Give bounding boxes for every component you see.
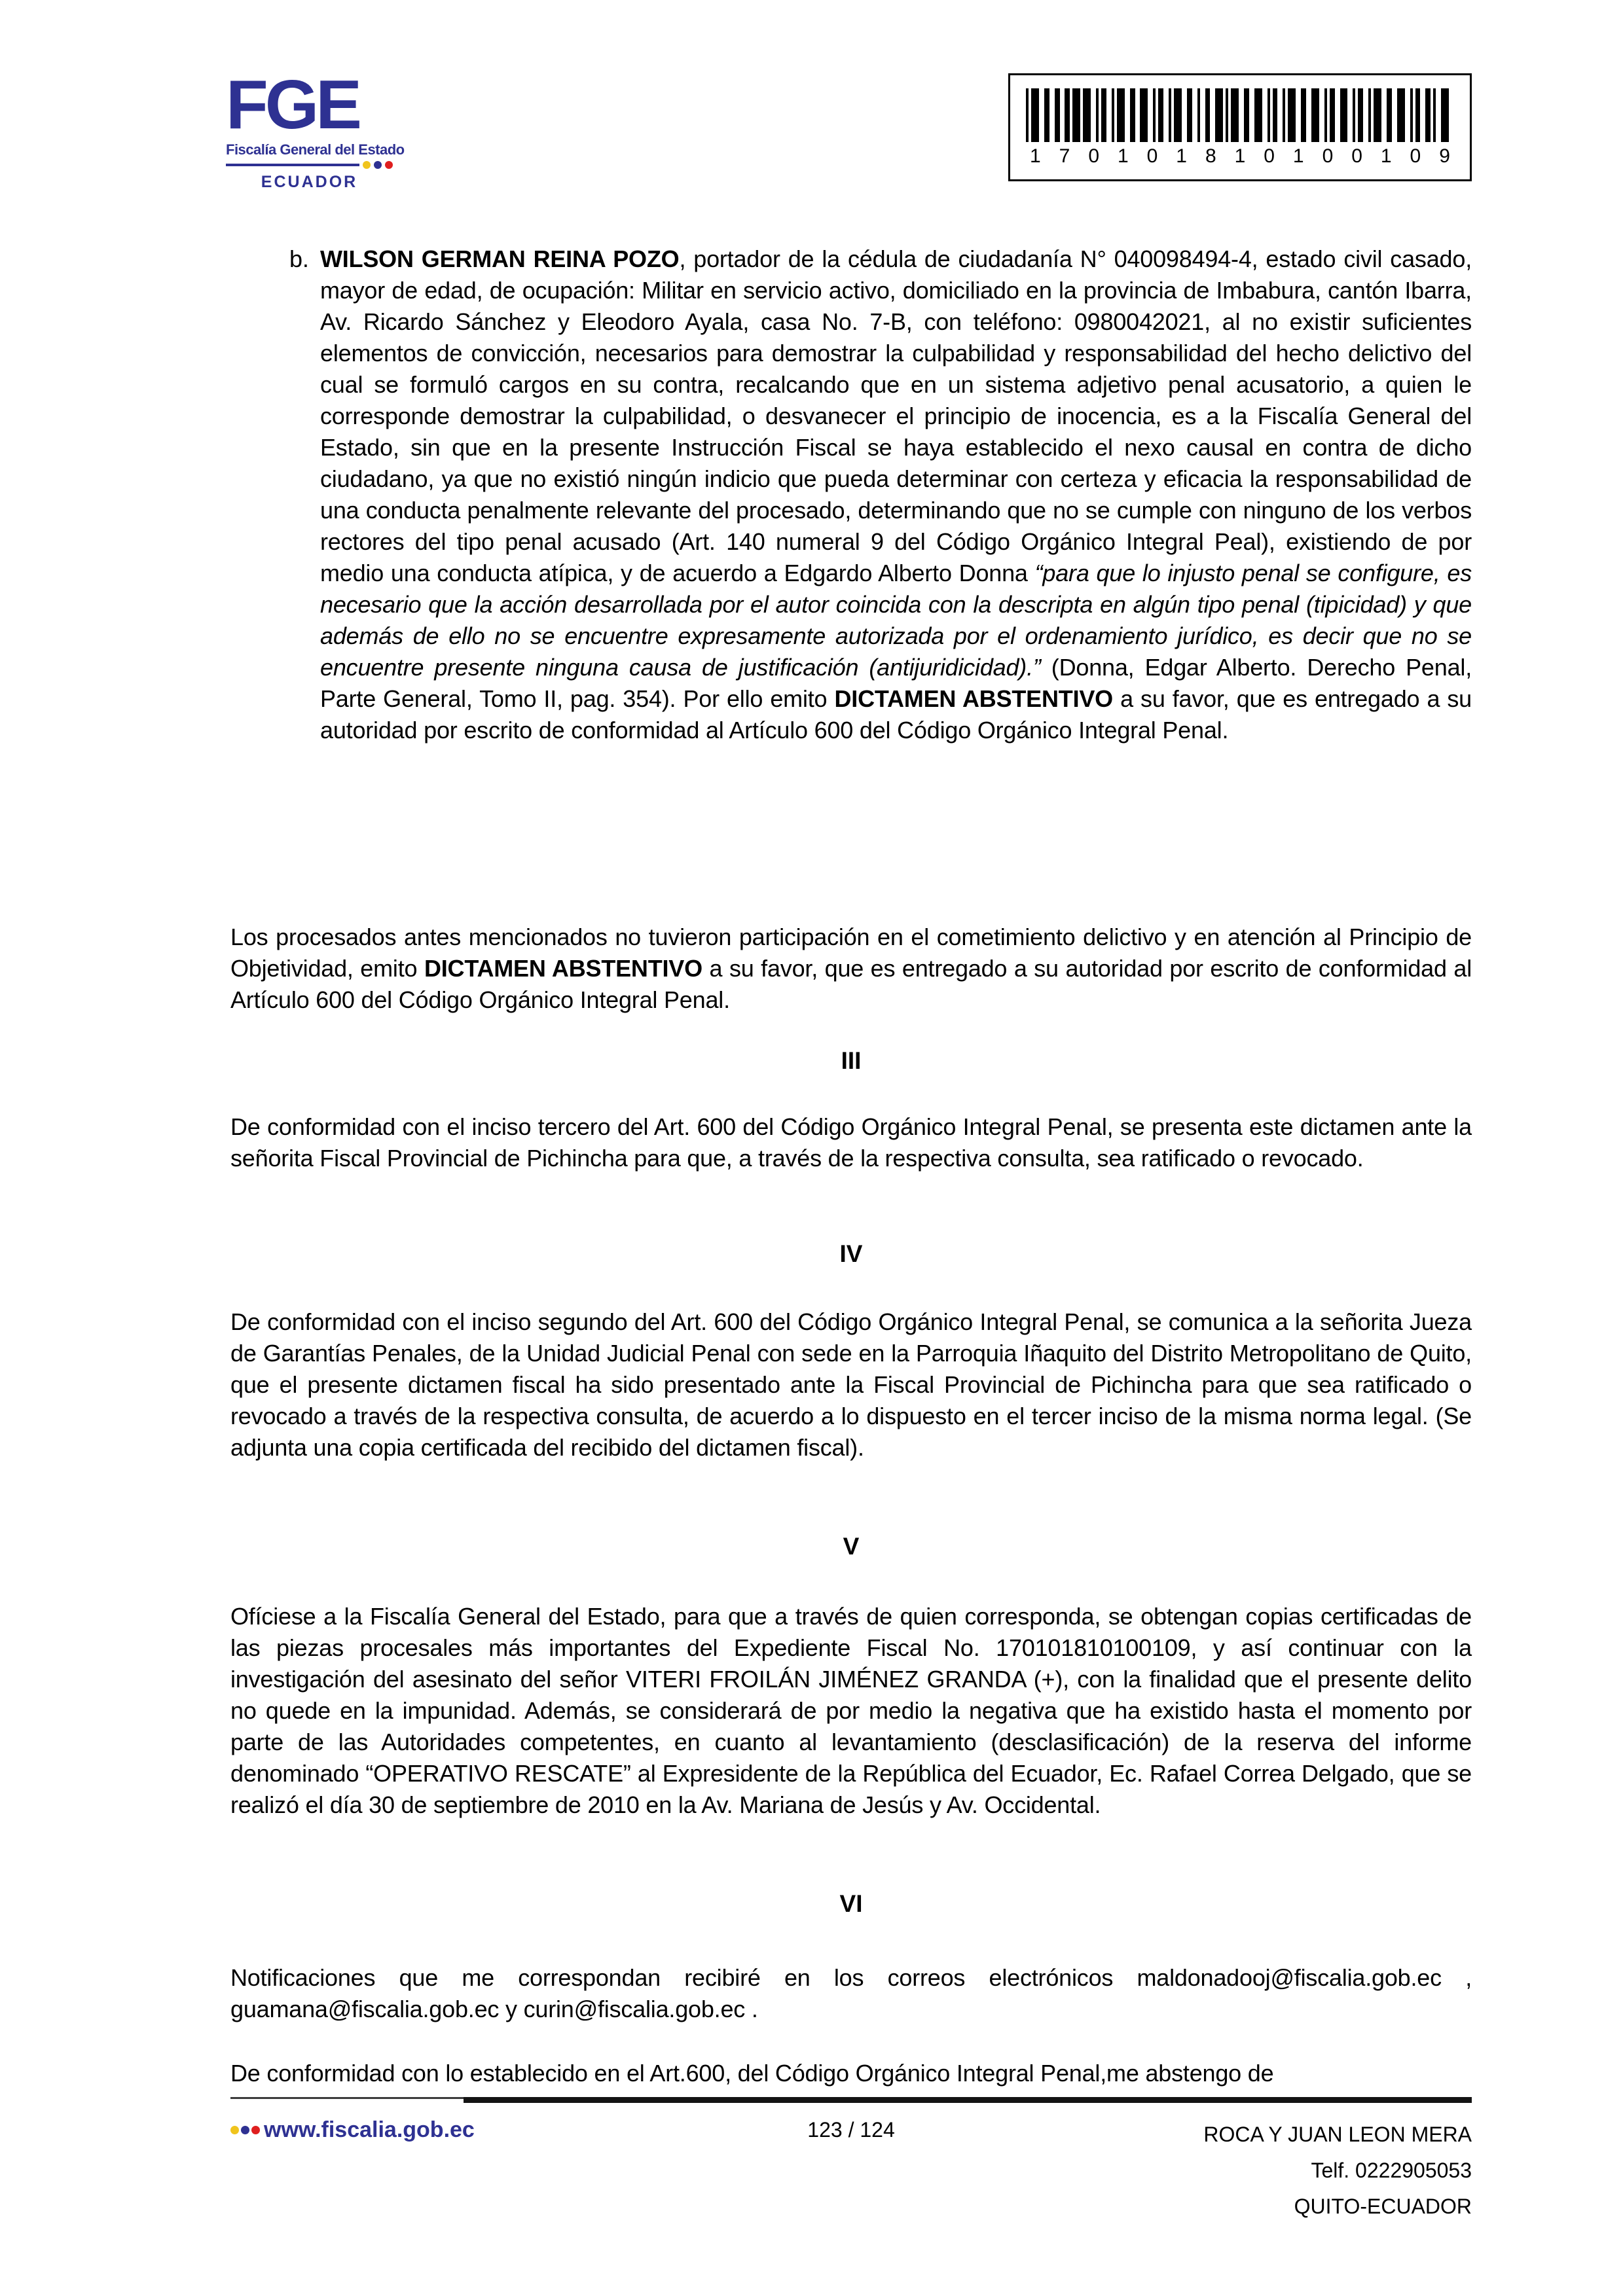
section-heading-III: III [841,1047,862,1074]
barcode-gap [1319,88,1324,142]
footer-address-line: ROCA Y JUAN LEON MERA [1203,2123,1472,2146]
barcode-gap [1135,88,1140,142]
barcode-bar [1101,88,1106,142]
barcode-gap [1039,88,1044,142]
barcode-bar [1425,88,1431,142]
paragraph [230,1962,1472,2025]
barcode-bar [1140,88,1148,142]
barcode-digit: 7 [1059,145,1070,167]
barcode-bar [1231,88,1239,142]
section-heading-V: V [843,1533,860,1560]
barcode-gap [1182,88,1187,142]
barcode-bar [1358,88,1363,142]
barcode-digit: 0 [1088,145,1099,167]
section-heading-VI: VI [839,1890,863,1917]
barcode-digit: 0 [1146,145,1158,167]
barcode-gap [1091,88,1096,142]
barcode-bar [1311,88,1319,142]
footer-divider-thin [230,2097,464,2099]
barcode-bar [1330,88,1335,142]
barcode-bar [1187,88,1192,142]
barcode-bar [1387,88,1392,142]
barcode-gap [1249,88,1254,142]
barcode-digit: 9 [1439,145,1450,167]
yellow-dot-icon [363,161,371,169]
red-dot-icon [385,161,393,169]
barcode-bar [1072,88,1080,142]
barcode-bar [1174,88,1182,142]
barcode-digit: 0 [1410,145,1421,167]
list-marker: b. [289,245,309,272]
barcode-bar [1301,88,1306,142]
fge-logo-country: ECUADOR [261,172,358,191]
barcode-digits [1026,146,1454,167]
text-run: De conformidad con lo establecido en el Art.600, del Código Orgánico Integral Penal,me abstengo de [230,2060,1274,2087]
barcode-digit: 1 [1380,145,1392,167]
page-header [226,66,1472,192]
barcode-gap [1239,88,1244,142]
barcode [1008,73,1472,181]
paragraph [230,2058,1472,2089]
barcode-bar [1397,88,1405,142]
text-run: a su favor, que es entregado a su autoridad por escrito de conformidad al Artículo 600 del Código Orgánico Integral Penal. [320,685,1472,744]
barcode-gap [1449,88,1454,142]
barcode-digit: 1 [1292,145,1304,167]
barcode-digit: 0 [1264,145,1275,167]
footer-divider [230,2097,1472,2103]
barcode-bar [1340,88,1348,142]
barcode-gap [1381,88,1387,142]
barcode-bar [1130,88,1135,142]
fge-logo-acronym: FGE [226,66,359,143]
barcode-gap [1335,88,1340,142]
paragraph [230,1306,1472,1463]
footer-divider-thick [464,2097,1472,2103]
barcode-gap [1060,88,1065,142]
text-run: Los procesados antes mencionados no tuvieron participación en el cometimiento delictivo y en atención al Principio de Objetividad, emito [230,924,1472,982]
fge-logo-rule [226,161,393,169]
barcode-gap [1296,88,1301,142]
barcode-gap [1192,88,1197,142]
barcode-gap [1049,88,1055,142]
text-run: De conformidad con el inciso segundo del Art. 600 del Código Orgánico Integral Penal, se comunica a la señorita Jueza de Garantías Penales, de la Unidad Judicial Penal con sede en la Parroquia Iñaquito del Distrito Metropolitano de Quito, que el presente dictamen fiscal ha sido presentado ante la Fiscal Provincial de Pichincha para que sea ratificado o revocado a través de la respectiva consulta, de acuerdo a lo dispuesto en el tercer inciso de la misma norma legal. (Se adjunta una copia certificada del recibido del dictamen fiscal). [230,1308,1472,1461]
text-run: “para que lo injusto penal se configure, es necesario que la acción desarrollada por el autor coincida con la descripta en algún tipo penal (tipicidad) y que además de ello no se encuentre expresamente autorizada por el ordenamiento jurídico, es decir que no se encuentre presente ninguna causa de justificación (antijuridicidad).” [320,560,1472,681]
barcode-digit: 1 [1117,145,1129,167]
barcode-bar [1031,88,1039,142]
paragraph [230,922,1472,1016]
barcode-bar [1205,88,1211,142]
barcode-digit: 8 [1205,145,1216,167]
footer-address-line: QUITO-ECUADOR [1294,2195,1472,2218]
barcode-bar [1254,88,1262,142]
text-run: DICTAMEN ABSTENTIVO [424,955,702,982]
barcode-bar [1044,88,1049,142]
barcode-bar [1158,88,1163,142]
barcode-bar [1215,88,1223,142]
footer-address-line: Telf. 0222905053 [1311,2159,1472,2182]
barcode-gap [1363,88,1368,142]
footer-website [230,2117,807,2143]
barcode-gap [1405,88,1410,142]
barcode-gap [1163,88,1169,142]
barcode-bar [1055,88,1060,142]
barcode-digit: 1 [1176,145,1187,167]
barcode-bar [1441,88,1449,142]
barcode-gap [1436,88,1441,142]
text-run: Notificaciones que me correspondan recibiré en los correos electrónicos maldonadooj@fiscalia.gob.ec , guamana@fiscalia.gob.ec y curin@fiscalia.gob.ec . [230,1964,1472,2022]
section-heading-IV: IV [839,1240,863,1267]
text-run: DICTAMEN ABSTENTIVO [834,685,1113,712]
barcode-gap [1125,88,1130,142]
list-item-b [230,243,1472,746]
paragraph [230,1601,1472,1821]
barcode-bar [1374,88,1381,142]
red-dot-icon [251,2126,260,2134]
text-run: De conformidad con el inciso tercero del Art. 600 del Código Orgánico Integral Penal, se presenta este dictamen ante la señorita Fiscal Provincial de Pichincha para que, a través de la respectiva consulta, sea ratificado o revocado. [230,1113,1472,1172]
paragraph [230,1111,1472,1174]
text-run: (Donna, Edgar Alberto. Derecho Penal, Parte General, Tomo II, pag. 354). Por ello emito [320,654,1472,712]
barcode-gap [1148,88,1153,142]
yellow-dot-icon [230,2126,239,2134]
barcode-digit: 0 [1322,145,1334,167]
logo-underline [226,164,359,166]
footer-website-text: www.fiscalia.gob.ec [264,2117,475,2142]
barcode-bar [1083,88,1091,142]
fge-logo-name: Fiscalía General del Estado [226,141,405,158]
page-footer [230,2117,1472,2225]
barcode-gap [1420,88,1425,142]
barcode-gap [1306,88,1311,142]
barcode-bar [1065,88,1070,142]
blue-dot-icon [374,161,382,169]
blue-dot-icon [241,2126,249,2134]
barcode-gap [1200,88,1205,142]
barcode-bars-icon [1026,88,1454,142]
text-run: a su favor, que es entregado a su autoridad por escrito de conformidad al Artículo 600 del Código Orgánico Integral Penal. [230,955,1472,1013]
barcode-digit: 1 [1030,145,1041,167]
barcode-bar [1244,88,1249,142]
fge-logo [226,66,405,192]
barcode-bar [1117,88,1125,142]
text-run: WILSON GERMAN REINA POZO [320,245,680,272]
barcode-gap [1106,88,1112,142]
barcode-digit: 1 [1234,145,1246,167]
barcode-bar [1273,88,1278,142]
barcode-bar [1415,88,1421,142]
barcode-gap [1262,88,1267,142]
text-run: Ofíciese a la Fiscalía General del Estado, para que a través de quien corresponda, se obtengan copias certificadas de las piezas procesales más importantes del Expediente Fiscal No. 170101810100109, y así continuar con la investigación del asesinato del señor VITERI FROILÁN JIMÉNEZ GRANDA (+), con la finalidad que el presente delito no quede en la impunidad. Además, se considerará de por medio la negativa que ha existido hasta el momento por parte de las Autoridades competentes, en cuanto al levantamiento (desclasificación) de la reserva del informe denominado “OPERATIVO RESCATE” al Expresidente de la República del Ecuador, Ec. Rafael Correa Delgado, que se realizó el día 30 de septiembre de 2010 en la Av. Mariana de Jesús y Av. Occidental. [230,1603,1472,1818]
page-number: 123 / 124 [807,2118,895,2142]
footer-address [895,2117,1472,2225]
barcode-gap [1277,88,1283,142]
barcode-bar [1288,88,1296,142]
barcode-gap [1392,88,1397,142]
text-run: , portador de la cédula de ciudadanía N° 040098494-4, estado civil casado, mayor de edad, de ocupación: Militar en servicio activo, domiciliado en la provincia de Imbabura, cantón Ibarra, Av. Ricardo Sánchez y Eleodoro Ayala, casa No. 7-B, con teléfono: 0980042021, al no existir suficientes elementos de convicción, necesarios para demostrar la culpabilidad y responsabilidad del hecho delictivo del cual se formuló cargos en su contra, recalcando que en un sistema adjetivo penal acusatorio, a quien le corresponde demostrar la culpabilidad, o desvanecer el principio de inocencia, es a la Fiscalía General del Estado, sin que en la presente Instrucción Fiscal se haya establecido el nexo causal en contra de dicho ciudadano, ya que no existió ningún indicio que pueda determinar con certeza y eficacia la responsabilidad de una conducta penalmente relevante del procesado, determinando que no se cumple con ninguno de los verbos rectores del tipo penal acusado (Art. 140 numeral 9 del Código Orgánico Integral Peal), existiendo de por medio una conducta atípica, y de acuerdo a Edgardo Alberto Donna [320,245,1472,586]
barcode-gap [1347,88,1353,142]
barcode-digit: 0 [1351,145,1362,167]
barcode-gap [1210,88,1215,142]
